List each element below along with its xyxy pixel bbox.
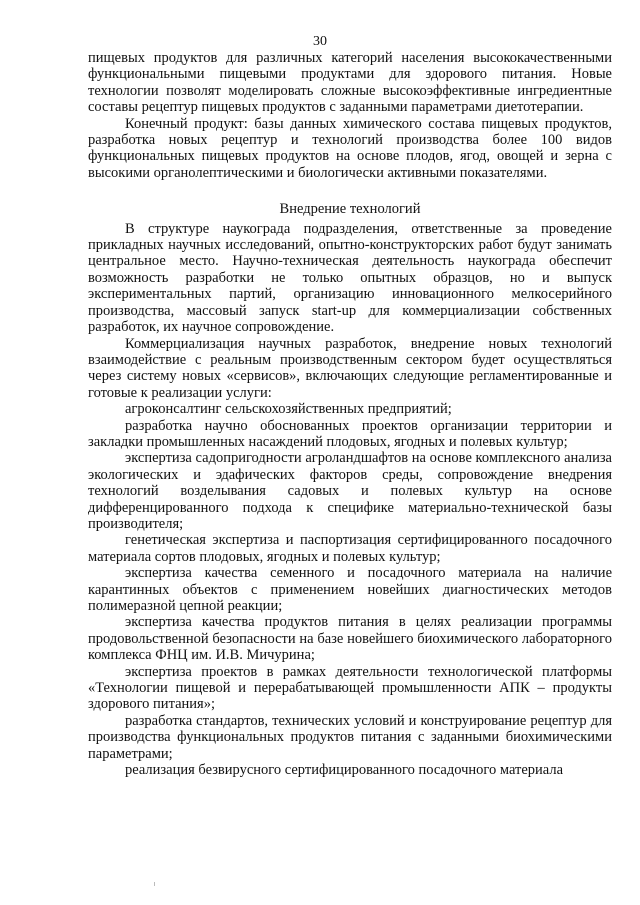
service-item: генетическая экспертиза и паспортизация сертифицированного посадочного материала сортов плодовых, ягодных и полевых культур; [88, 532, 612, 565]
service-item: разработка научно обоснованных проектов организации территории и закладки промышленных насаждений плодовых, ягодных и полевых культур; [88, 417, 612, 450]
service-item: реализация безвирусного сертифицированного посадочного материала [125, 762, 564, 779]
paragraph-final-product: Конечный продукт: базы данных химического состава пищевых продуктов, разработка новых рецептур и технологий производства более 100 видов функциональных пищевых продуктов на основе плодов, ягод, овощей и зерна с высокими органолептическими и биологически активными показателями. [88, 115, 612, 181]
paragraph-structure: В структуре наукограда подразделения, ответственные за проведение прикладных научных исследований, опытно-конструкторских работ будут занимать центральное место. Научно-техническая деятельность наукограда обеспечит возможность разработки не только опытных образцов, но и выпуск экспериментальных партий, организацию инновационного мелкосерийного производства, массовый запуск start-up для коммерциализации собственных разработок, их научное сопровождение. [88, 220, 612, 336]
section-heading: Внедрение технологий [279, 201, 421, 218]
paragraph-commercialization: Коммерциализация научных разработок, внедрение новых технологий взаимодействие с реальным производственным сектором будет осуществляться через систему новых «сервисов», включающих следующие регламентированные и готовые к реализации услуги: [88, 335, 612, 401]
service-item: экспертиза садопригодности агроландшафтов на основе комплексного анализа экологических и эдафических факторов среды, сопровождение внедрения технологий возделывания садовых и полевых культур на основе дифференцированного подхода к специфике материально-технической базы производителя; [88, 450, 612, 532]
paragraph-continuation: пищевых продуктов для различных категорий населения высококачественными функциональными пищевыми продуктами для здорового питания. Новые технологии позволят моделировать сложные высокоэффективные ингредиентные составы рецептур пищевых продуктов с заданными параметрами диетотерапии. [88, 50, 612, 116]
service-item: экспертиза проектов в рамках деятельности технологической платформы «Технологии пищевой и перерабатывающей промышленности АПК – продукты здорового питания»; [88, 663, 612, 713]
page-number: 30 [313, 34, 327, 49]
service-item: экспертиза качества продуктов питания в целях реализации программы продовольственной безопасности на базе новейшего биохимического лабораторного комплекса ФНЦ им. И.В. Мичурина; [88, 614, 612, 664]
service-item: агроконсалтинг сельскохозяйственных предприятий; [125, 401, 452, 418]
service-item: разработка стандартов, технических условий и конструирование рецептур для производства функциональных продуктов питания с заданными биохимическими параметрами; [88, 712, 612, 762]
service-item: экспертиза качества семенного и посадочного материала на наличие карантинных объектов с применением новейших диагностических методов полимеразной цепной реакции; [88, 565, 612, 614]
document-body [88, 50, 612, 778]
scan-artifact [154, 882, 155, 886]
